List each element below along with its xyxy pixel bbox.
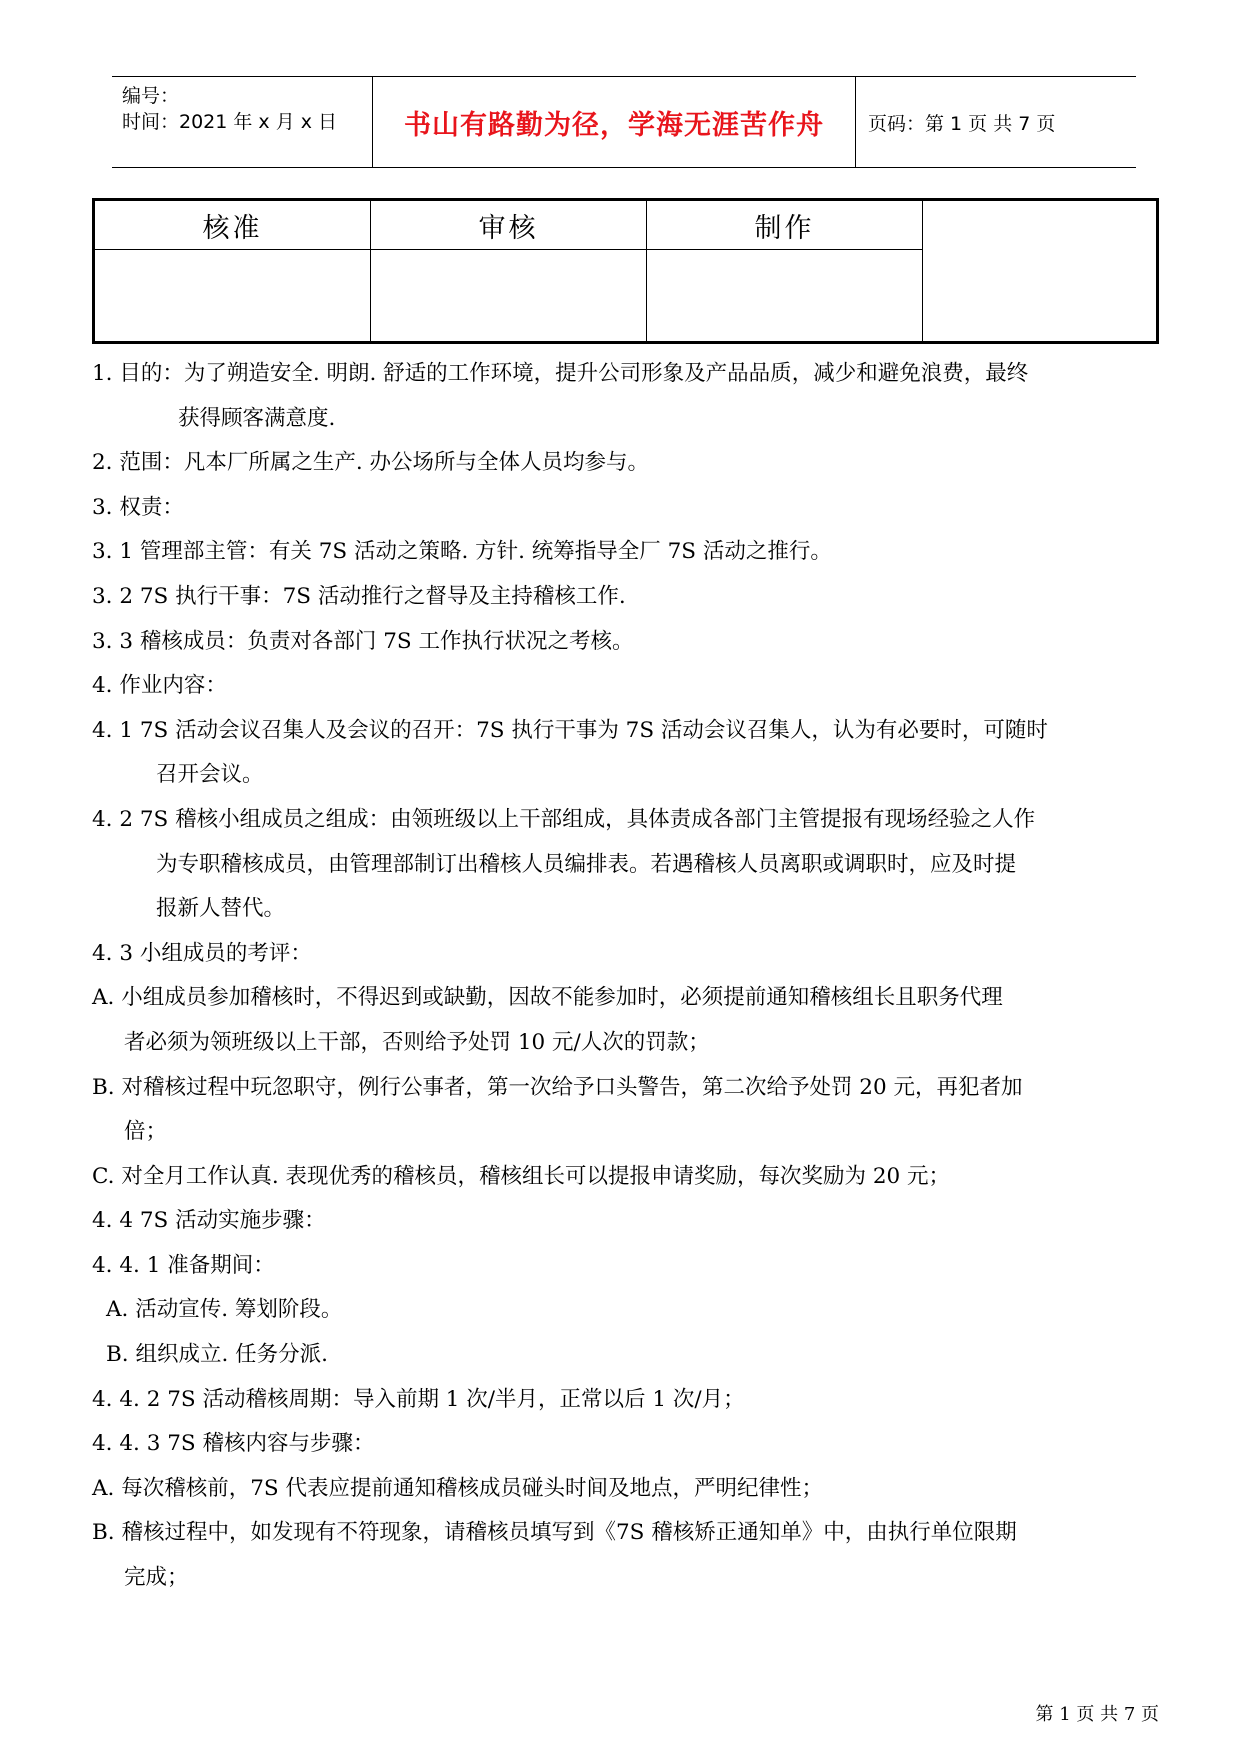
section-4-4-1-a: A. 活动宣传. 筹划阶段。 (106, 1297, 343, 1323)
section-4-4-1-b: B. 组织成立. 任务分派. (106, 1342, 328, 1368)
section-4-3: 4. 3 小组成员的考评： (92, 940, 312, 966)
section-4: 4. 作业内容： (92, 673, 227, 699)
header-motto-cell (372, 77, 856, 167)
approval-header-approve: 核准 (95, 201, 370, 250)
text-line: 4. 2 7S 稽核小组成员之组成：由领班级以上干部组成，具体责成各部门主管提报有现场经验之人作 (92, 806, 1036, 832)
section-3-1: 3. 1 管理部主管：有关 7S 活动之策略. 方针. 统筹指导全厂 7S 活动之推行。 (92, 539, 832, 565)
motto: 书山有路勤为径，学海无涯苦作舟 (404, 109, 824, 141)
section-3: 3. 权责： (92, 494, 184, 520)
approval-header-prepare: 制作 (647, 201, 922, 250)
approval-column-blank (923, 201, 1156, 341)
section-4-4-2: 4. 4. 2 7S 活动稽核周期：导入前期 1 次/半月，正常以后 1 次/月； (92, 1386, 745, 1412)
text-line: 者必须为领班级以上干部，否则给予处罚 10 元/人次的罚款； (124, 1029, 710, 1055)
header-page-cell (856, 77, 1136, 167)
section-4-4-1: 4. 4. 1 准备期间： (92, 1252, 275, 1278)
approval-table (92, 198, 1159, 344)
page-footer: 第 1 页 共 7 页 (1035, 1704, 1159, 1725)
text-line: B. 对稽核过程中玩忽职守，例行公事者，第一次给予口头警告，第二次给予处罚 20 元，再犯者加 (92, 1074, 1023, 1100)
section-4-2 (92, 798, 1162, 932)
text-line: 倍； (124, 1119, 168, 1145)
approval-column-review (371, 201, 647, 341)
approval-column-prepare (647, 201, 923, 341)
section-4-4-3: 4. 4. 3 7S 稽核内容与步骤： (92, 1431, 375, 1457)
document-header (112, 76, 1136, 168)
text-line: 获得顾客满意度. (178, 405, 336, 431)
section-4-3-a (92, 976, 1162, 1065)
section-3-2: 3. 2 7S 执行干事：7S 活动推行之督导及主持稽核工作. (92, 583, 626, 609)
page-label: 页码：第 1 页 共 7 页 (868, 112, 1056, 135)
section-4-1 (92, 709, 1162, 798)
section-4-4-3-b (92, 1511, 1162, 1600)
section-4-4: 4. 4 7S 活动实施步骤： (92, 1208, 326, 1234)
text-line: 4. 1 7S 活动会议召集人及会议的召开：7S 执行干事为 7S 活动会议召集人，认为有必要时，可随时 (92, 717, 1048, 743)
text-line: B. 稽核过程中，如发现有不符现象，请稽核员填写到《7S 稽核矫正通知单》中，由执行单位限期 (92, 1520, 1017, 1546)
number-label: 编号： (122, 85, 180, 107)
time-label: 时间：2021 年 x 月 x 日 (122, 111, 338, 133)
text-line: 完成； (124, 1565, 189, 1591)
text-line: A. 小组成员参加稽核时，不得迟到或缺勤，因故不能参加时，必须提前通知稽核组长且职务代理 (92, 985, 1003, 1011)
section-4-3-c: C. 对全月工作认真. 表现优秀的稽核员，稽核组长可以提报申请奖励，每次奖励为 20 元； (92, 1163, 951, 1189)
approval-column-approve (95, 201, 371, 341)
section-4-4-3-a: A. 每次稽核前，7S 代表应提前通知稽核成员碰头时间及地点，严明纪律性； (92, 1475, 823, 1501)
document-body (92, 352, 1162, 1601)
text-line: 为专职稽核成员，由管理部制订出稽核人员编排表。若遇稽核人员离职或调职时，应及时提 (156, 851, 1017, 877)
text-line: 报新人替代。 (156, 896, 286, 922)
text-line: 召开会议。 (156, 762, 264, 788)
header-left-cell (112, 77, 372, 167)
section-1 (92, 352, 1162, 441)
approval-header-review: 审核 (371, 201, 646, 250)
text-line: 1. 目的：为了朔造安全. 明朗. 舒适的工作环境，提升公司形象及产品品质，减少和避免浪费，最终 (92, 361, 1029, 386)
section-4-3-b (92, 1066, 1162, 1155)
section-3-3: 3. 3 稽核成员：负责对各部门 7S 工作执行状况之考核。 (92, 628, 634, 654)
section-2: 2. 范围：凡本厂所属之生产. 办公场所与全体人员均参与。 (92, 450, 650, 476)
